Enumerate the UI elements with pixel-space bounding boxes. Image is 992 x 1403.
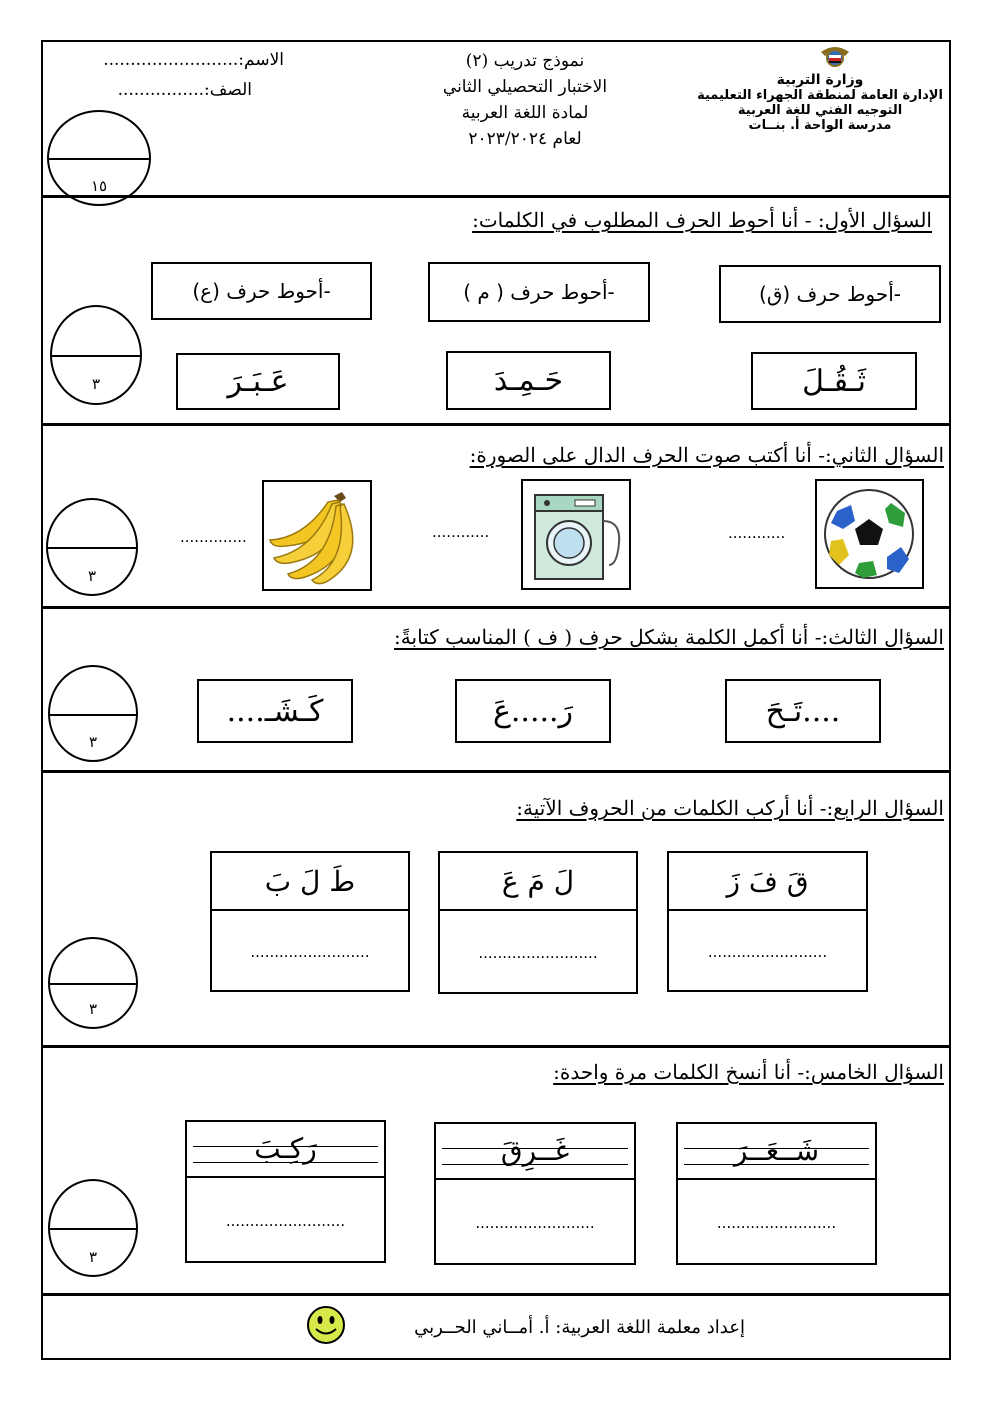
q5-score-circle	[48, 1179, 138, 1277]
q3-word-2[interactable]: رَ.....عَ	[455, 679, 611, 743]
q5-word-1: شَــعَــرَ	[733, 1133, 820, 1167]
ministry-block	[690, 72, 950, 133]
kuwait-emblem-icon	[815, 42, 855, 70]
q3-word-3[interactable]: كَـشَـ....	[197, 679, 353, 743]
q1-word-1[interactable]: ثَـقُـلَ	[751, 352, 917, 410]
banana-icon	[264, 482, 370, 589]
q1-title: السؤال الأول: - أنا أحوط الحرف المطلوب في الكلمات:	[472, 208, 932, 232]
smiley-icon	[306, 1305, 346, 1345]
q5-title: السؤال الخامس:- أنا أنسخ الكلمات مرة واحدة:	[553, 1060, 944, 1084]
total-score: ١٥	[90, 176, 108, 195]
ministry-line-1: وزارة التربية	[776, 72, 864, 88]
q5-box-2	[434, 1122, 636, 1265]
q2-picture-banana	[262, 480, 372, 591]
divider-header	[41, 195, 951, 198]
q1-instruction-mim: -أحوط حرف ( م )	[428, 262, 650, 322]
q2-picture-washing-machine	[521, 479, 631, 590]
q1-word-2[interactable]: حَـمِـدَ	[446, 351, 611, 410]
q5-box-1	[676, 1122, 877, 1265]
q4-letters-1: قَ فَ زَ	[726, 864, 809, 898]
q3-score: ٣	[88, 732, 98, 751]
divider-q1	[41, 423, 951, 426]
student-class-field[interactable]: الصف:................	[117, 80, 252, 100]
student-name-field[interactable]: الاسم:.........................	[103, 50, 284, 70]
q2-blank-banana[interactable]: ..............	[180, 528, 247, 546]
q4-letters-2: لَ مَ عَ	[501, 864, 575, 898]
washing-machine-icon	[523, 481, 629, 588]
q3-title: السؤال الثالث:- أنا أكمل الكلمة بشكل حرف ( ف ) المناسب كتابةً:	[394, 625, 944, 649]
q4-answer-1[interactable]: .........................	[707, 942, 828, 961]
q4-title: السؤال الرابع:- أنا أركب الكلمات من الحروف الآتية:	[516, 796, 944, 820]
q5-answer-2[interactable]: .........................	[475, 1213, 595, 1232]
q2-blank-ball[interactable]: ............	[728, 524, 786, 542]
q4-box-1	[667, 851, 868, 992]
q4-answer-3[interactable]: .........................	[250, 942, 370, 961]
ball-icon	[817, 481, 922, 587]
exam-title-line-1: نموذج تدريب (٢)	[465, 51, 585, 71]
q2-score-circle	[46, 498, 138, 596]
q2-score: ٣	[87, 566, 97, 585]
q3-score-circle	[48, 665, 138, 762]
q5-word-3: رَكِـبَ	[254, 1131, 317, 1165]
q2-picture-ball	[815, 479, 924, 589]
ministry-line-3: التوجيه الفني للغة العربية	[737, 103, 903, 118]
total-score-circle	[47, 110, 151, 206]
exam-title-block	[380, 48, 670, 152]
q2-title: السؤال الثاني:- أنا أكتب صوت الحرف الدال على الصورة:	[469, 443, 944, 467]
q5-word-2: غَــرِقَ	[500, 1133, 570, 1167]
q1-score: ٣	[91, 375, 101, 394]
divider-q4	[41, 1045, 951, 1048]
exam-title-line-2: الاختبار التحصيلي الثاني	[442, 77, 608, 97]
q1-instruction-qaf: -أحوط حرف (ق)	[719, 265, 941, 323]
divider-q3	[41, 770, 951, 773]
q4-score-circle	[48, 937, 138, 1029]
q1-instruction-ain: -أحوط حرف (ع)	[151, 262, 372, 320]
q4-answer-2[interactable]: .........................	[478, 943, 598, 962]
q1-score-circle	[50, 305, 142, 405]
exam-title-line-3: لمادة اللغة العربية	[461, 103, 589, 123]
ministry-line-2: الإدارة العامة لمنطقة الجهراء التعليمية	[697, 88, 943, 103]
q5-answer-3[interactable]: .........................	[225, 1211, 346, 1230]
q4-box-3	[210, 851, 410, 992]
q1-word-3[interactable]: عَـبَـرَ	[176, 353, 340, 410]
divider-q2	[41, 606, 951, 609]
q4-score: ٣	[88, 1000, 98, 1019]
divider-q5	[41, 1293, 951, 1296]
q4-letters-3: طَ لَ بَ	[264, 864, 356, 898]
ministry-line-4: مدرسة الواحة أ. بنــات	[748, 118, 892, 133]
footer-credit: إعداد معلمة اللغة العربية: أ. أمــاني الحــربي	[414, 1317, 745, 1338]
q3-word-1[interactable]: ....تَـحَ	[725, 679, 881, 743]
exam-title-line-4: لعام ٢٠٢٣/٢٠٢٤	[468, 129, 582, 149]
q5-box-3	[185, 1120, 386, 1263]
q4-box-2	[438, 851, 638, 994]
q5-score: ٣	[88, 1247, 98, 1266]
q5-answer-1[interactable]: .........................	[716, 1213, 837, 1232]
q2-blank-washing-machine[interactable]: ............	[432, 523, 490, 541]
